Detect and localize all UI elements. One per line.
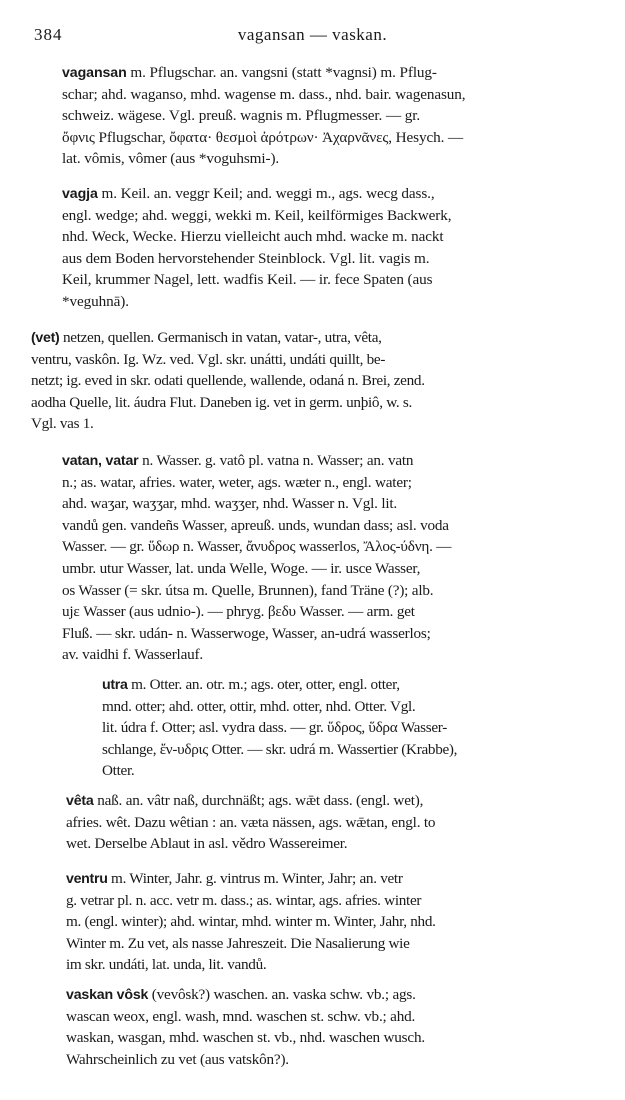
entry-veta (66, 790, 435, 855)
entry-line: ujε Wasser (aus udnio-). — phryg. βεδυ Wasser. — arm. get (62, 603, 415, 621)
entry-line: Vgl. vas 1. (31, 415, 94, 433)
entry-line: wascan weox, engl. wash, mnd. waschen st. schw. vb.; ahd. (66, 1007, 416, 1025)
headword: vêta (66, 793, 94, 809)
entry-line: netzt; ig. eved in skr. odati quellende, wallende, odaná n. Brei, zend. (31, 372, 425, 390)
headword: vagansan (62, 65, 127, 81)
entry-vatan-vatar (62, 450, 451, 666)
headword: vaskan vôsk (66, 987, 149, 1003)
entry-line: waskan, wasgan, mhd. waschen st. vb., nhd. waschen wusch. (66, 1029, 425, 1047)
entry-line: Winter m. Zu vet, als nasse Jahreszeit. Die Nasalierung wie (66, 934, 410, 952)
entry-line: Fluß. — skr. udán- n. Wasserwoge, Wasser, an-udrá wasserlos; (62, 624, 431, 642)
entry-line: ὄφνις Pflugschar, ὄφατα· θεσμοὶ ἀρότρων· Ἀχαρνᾶνες, Hesych. — (62, 128, 464, 146)
headword: vagja (62, 186, 98, 202)
entry-line: nhd. Weck, Wecke. Hierzu vielleicht auch mhd. wacke m. nackt (62, 228, 444, 246)
entry-line: ahd. waʒar, waʒʒar, mhd. waʒʒer, nhd. Wasser n. Vgl. lit. (62, 495, 398, 513)
entry-line: schlange, ἔν-υδρις Otter. — skr. udrá m. Wassertier (Krabbe), (102, 740, 458, 758)
page-number: 384 (34, 25, 63, 44)
entry-line: naß. an. vâtr naß, durchnäßt; ags. wǣt dass. (engl. wet), (93, 792, 424, 809)
entry-line: mnd. otter; ahd. otter, ottir, mhd. otter, nhd. Otter. Vgl. (102, 697, 416, 715)
entry-line: schar; ahd. waganso, mhd. wagense m. dass., nhd. bair. wagenasun, (62, 85, 466, 103)
headword: utra (102, 677, 128, 693)
entry-line: afries. wêt. Dazu wêtian : an. væta nässen, ags. wǣtan, engl. to (66, 813, 436, 831)
entry-line: m. (engl. winter); ahd. wintar, mhd. winter m. Winter, Jahr, nhd. (66, 913, 436, 931)
entry-line: av. vaidhi f. Wasserlauf. (62, 646, 203, 664)
entry-vagansan (62, 62, 465, 170)
entry-line: n. Wasser. g. vatô pl. vatna n. Wasser; an. vatn (138, 452, 414, 469)
entry-line: Keil, krummer Nagel, lett. wadfis Keil. — ir. fece Spaten (aus (62, 271, 433, 289)
headword: vatan, vatar (62, 453, 139, 469)
entry-line: lit. údra f. Otter; asl. vydra dass. — gr. ὕδρος, ὕδρα Wasser- (102, 719, 447, 737)
entry-line: lat. vômis, vômer (aus *voguhsmi-). (62, 150, 280, 168)
entry-line: n.; as. watar, afries. water, weter, ags. wæter n., engl. water; (62, 473, 412, 491)
entry-line: aus dem Boden hervorstehender Steinblock. Vgl. lit. vagis m. (62, 249, 430, 267)
headword: ventru (66, 871, 108, 887)
entry-line: schweiz. wägese. Vgl. preuß. wagnis m. Pflugmesser. — gr. (62, 107, 421, 125)
entry-utra (102, 674, 457, 782)
entry-line: engl. wedge; ahd. weggi, wekki m. Keil, keilförmiges Backwerk, (62, 206, 452, 224)
entry-line: g. vetrar pl. n. acc. vetr m. dass.; as. wintar, ags. afries. winter (66, 891, 422, 909)
headword: (vet) (31, 330, 60, 346)
entry-line: aodha Quelle, lit. áudra Flut. Daneben ig. vet in germ. unþiô, w. s. (31, 393, 412, 411)
entry-line: Otter. (102, 762, 135, 780)
entry-line: (vevôsk?) waschen. an. vaska schw. vb.; ags. (148, 986, 416, 1003)
entry-line: *veguhnā). (62, 292, 129, 310)
entry-line: m. Otter. an. otr. m.; ags. oter, otter, engl. otter, (127, 676, 400, 693)
entry-line: m. Winter, Jahr. g. vintrus m. Winter, Jahr; an. vetr (107, 870, 403, 887)
entry-line: umbr. utur Wasser, lat. unda Welle, Woge. — ir. usce Wasser, (62, 559, 421, 577)
entry-line: ventru, vaskôn. Ig. Wz. ved. Vgl. skr. unátti, undáti quillt, be- (31, 350, 386, 368)
running-head: vagansan — vaskan. (237, 25, 388, 44)
entry-line: Wasser. — gr. ὕδωρ n. Wasser, ἄνυδρος wasserlos, Ἄλος-ύδνη. — (62, 538, 452, 556)
entry-line: netzen, quellen. Germanisch in vatan, vatar-, utra, vêta, (59, 329, 382, 346)
entry-line: os Wasser (= skr. útsa m. Quelle, Brunnen), fand Träne (?); alb. (62, 581, 434, 599)
entry-line: im skr. undáti, lat. unda, lit. vandů. (66, 956, 267, 974)
entry-line: wet. Derselbe Ablaut in asl. vědro Wassereimer. (66, 835, 348, 853)
entry-vet (31, 327, 425, 435)
page-header (0, 25, 625, 49)
entry-vagja (62, 183, 451, 313)
entry-line: m. Pflugschar. an. vangsni (statt *vagnsi) m. Pflug- (126, 64, 437, 81)
entry-line: m. Keil. an. veggr Keil; and. weggi m., ags. wecg dass., (97, 185, 435, 202)
entry-ventru (66, 868, 436, 976)
entry-line: Wahrscheinlich zu vet (aus vatskôn?). (66, 1050, 289, 1068)
entry-line: vandů gen. vandeñs Wasser, apreuß. unds, wundan dass; asl. voda (62, 516, 449, 534)
entry-vaskan (66, 984, 425, 1070)
